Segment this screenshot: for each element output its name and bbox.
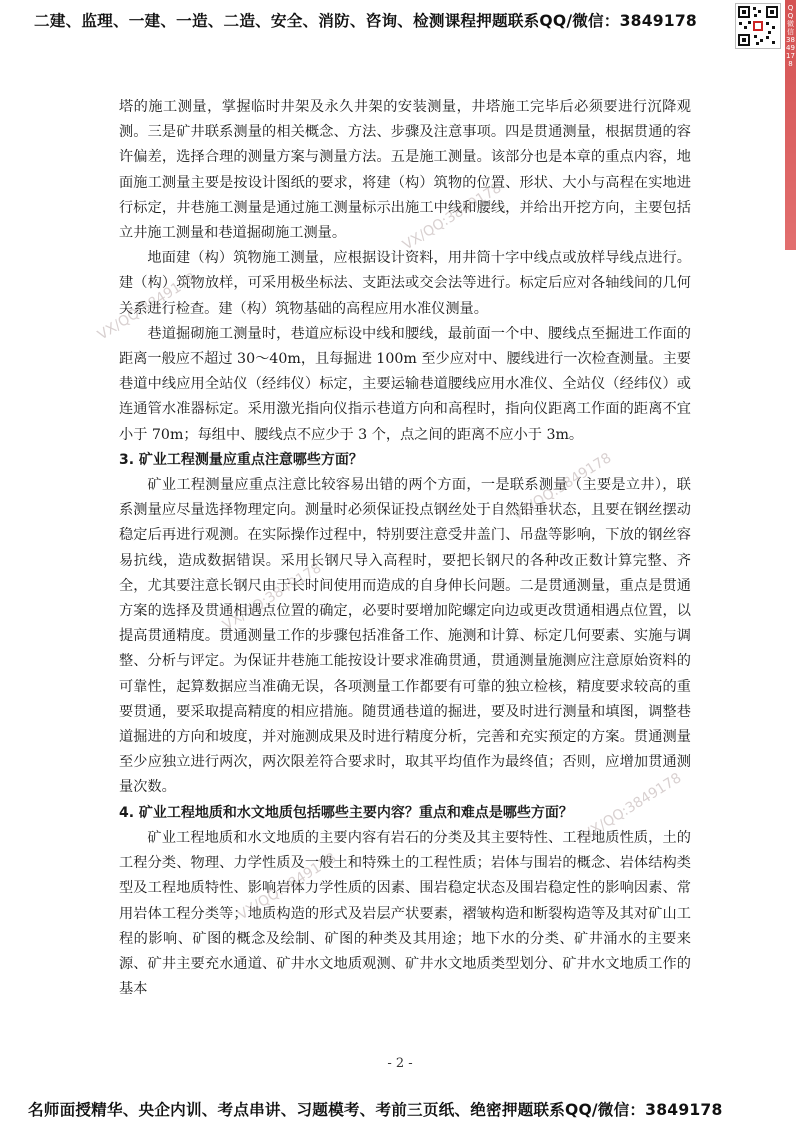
qr-code xyxy=(735,3,781,49)
top-banner xyxy=(0,0,800,68)
bottom-banner-text: 名师面授精华、央企内训、考点串讲、习题模考、考前三页纸、绝密押题联系QQ/微信：3849178 xyxy=(28,1101,723,1119)
watermark: VX/QQ:3849178 xyxy=(580,770,685,844)
watermark: VX/QQ:3849178 xyxy=(220,560,325,634)
document-body xyxy=(119,95,691,1002)
paragraph-3: 巷道掘砌施工测量时，巷道应标设中线和腰线，最前面一个中、腰线点至掘进工作面的距离一般应不超过 30～40m，且每掘进 100m 至少应对中、腰线进行一次检查测量。主要巷道中线应用全站仪（经纬仪）标定，主要运输巷道腰线应用水准仪、全站仪（经纬仪）或连通管水准器标定。采用激光指向仪指示巷道方向和高程时，指向仪距离工作面的距离不宜小于 70m；每组中、腰线点不应少于 3 个，点之间的距离不应小于 3m。 xyxy=(119,325,691,443)
page-number: - 2 - xyxy=(387,1056,413,1071)
watermark: VX/QQ:3849178 xyxy=(510,450,615,524)
paragraph-5: 矿业工程地质和水文地质的主要内容有岩石的分类及其主要特性、工程地质性质，土的工程分类、物理、力学性质及一般土和特殊土的工程性质；岩体与围岩的概念、岩体结构类型及工程地质特性、影响岩体力学性质的因素、围岩稳定状态及围岩稳定性的影响因素、常用岩体工程分类等；地质构造的形式及岩层产状要素，褶皱构造和断裂构造等及其对矿山工程的影响、矿图的概念及绘制、矿图的种类及其用途；地下水的分类、矿井涌水的主要来源、矿井主要充水通道、矿井水文地质观测、矿井水文地质类型划分、矿井水文地质工作的基本 xyxy=(119,829,691,998)
paragraph-1: 塔的施工测量，掌握临时井架及永久井架的安装测量，井塔施工完毕后必须要进行沉降观测。三是矿井联系测量的相关概念、方法、步骤及注意事项。四是贯通测量，根据贯通的容许偏差，选择合理的测量方案与测量方法。五是施工测量。该部分也是本章的重点内容，地面施工测量主要是按设计图纸的要求，将建（构）筑物的位置、形状、大小与高程在实地进行标定，井巷施工测量是通过施工测量标示出施工中线和腰线，并给出开挖方向，主要包括立井施工测量和巷道掘砌施工测量。 xyxy=(119,99,691,242)
watermark: VX/QQ:3849178 xyxy=(95,270,200,344)
watermark: VX/QQ:3849178 xyxy=(235,850,340,924)
paragraph-4: 矿业工程测量应重点注意比较容易出错的两个方面，一是联系测量（主要是立井），联系测量应尽量选择物理定向。测量时必须保证投点钢丝处于自然铅垂状态，且要在钢丝摆动稳定后再进行观测。在实际操作过程中，特别要注意受井盖门、吊盘等影响，下放的钢丝容易抗线，造成数据错误。采用长钢尺导入高程时，要把长钢尺的各种改正数计算完整、齐全，尤其要注意长钢尺由于长时间使用而造成的自身伸长问题。二是贯通测量，重点是贯通方案的选择及贯通相遇点位置的确定，必要时要增加陀螺定向边或更改贯通相遇点位置，以提高贯通精度。贯通测量工作的步骤包括准备工作、施测和计算、标定几何要素、实施与调整、分析与评定。为保证井巷施工能按设计要求准确贯通，贯通测量施测应注意原始资料的可靠性，起算数据应当准确无误，各项测量工作都要有可靠的独立检核，精度要求较高的重要贯通，要采取提高精度的相应措施。随贯通巷道的掘进，要及时进行测量和填图，调整巷道掘进的方向和坡度，并对施测成果及时进行精度分析，完善和充实预定的方案。贯通测量至少应独立进行两次，两次限差符合要求时，取其平均值作为最终值；否则，应增加贯通测量次数。 xyxy=(119,477,691,796)
side-strip-text: QQ微信3849178 xyxy=(786,4,795,68)
heading-3: 3. 矿业工程测量应重点注意哪些方面？ xyxy=(119,451,363,468)
paragraph-2: 地面建（构）筑物施工测量，应根据设计资料，用井筒十字中线点或放样导线点进行。建（构）筑物放样，可采用极坐标法、支距法或交会法等进行。标定后应对各轴线间的几何关系进行检查。建（构）筑物基础的高程应用水准仪测量。 xyxy=(119,250,691,317)
top-banner-text: 二建、监理、一建、一造、二造、安全、消防、咨询、检测课程押题联系QQ/微信：3849178 xyxy=(34,12,697,30)
watermark: VX/QQ:3849178 xyxy=(400,180,505,254)
heading-4: 4. 矿业工程地质和水文地质包括哪些主要内容？重点和难点是哪些方面？ xyxy=(119,804,573,821)
